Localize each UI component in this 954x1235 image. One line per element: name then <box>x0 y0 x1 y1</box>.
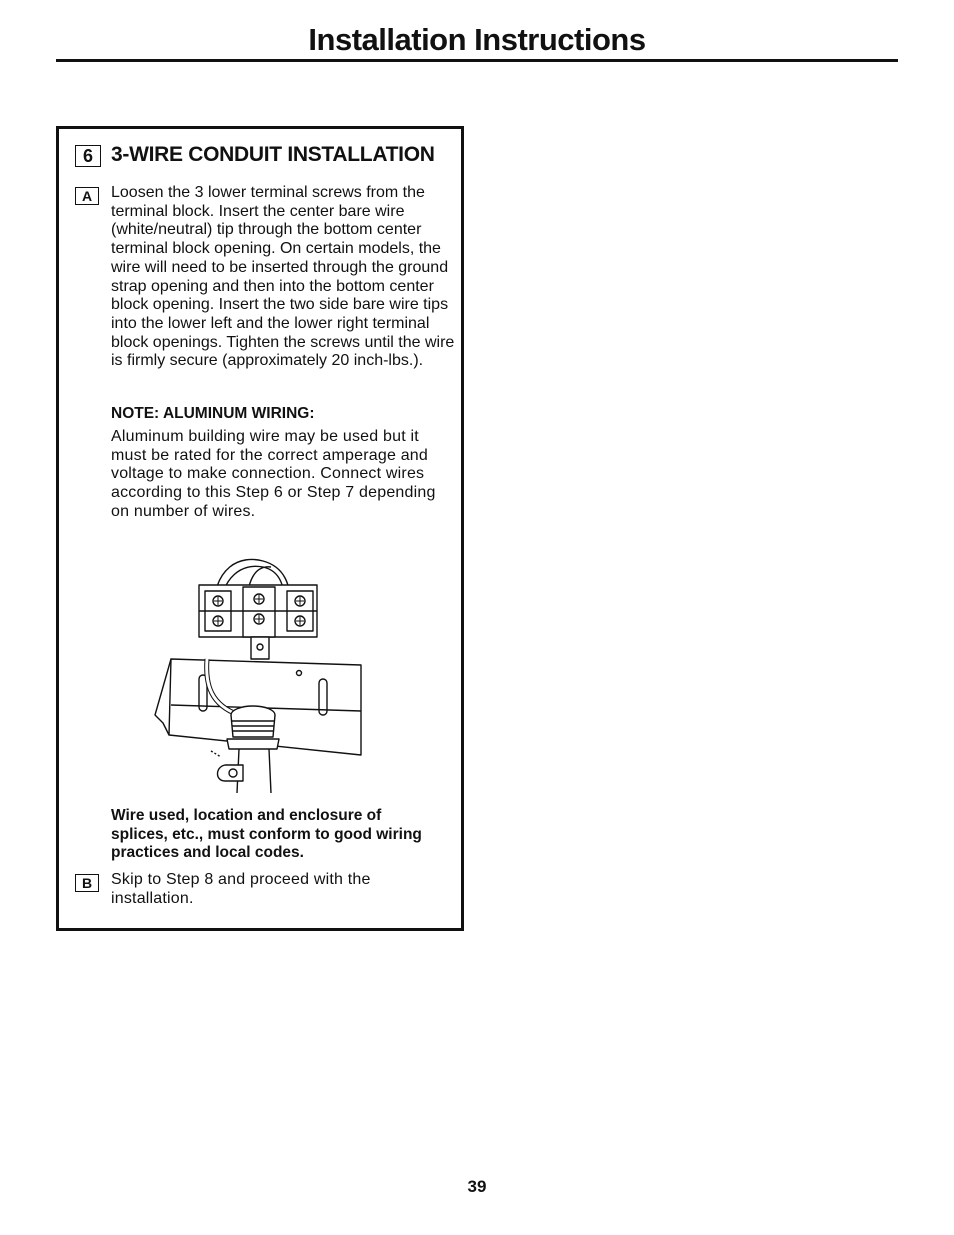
page-number: 39 <box>467 1177 487 1196</box>
wiring-code-note: Wire used, location and enclosure of splices, etc., must conform to good wiring practices and local codes. <box>111 807 422 861</box>
substep-a-badge: A <box>75 187 99 205</box>
step-heading: 3-WIRE CONDUIT INSTALLATION <box>111 143 435 166</box>
title-rule <box>56 59 898 62</box>
aluminum-note-text: Aluminum building wire may be used but it must be rated for the correct amperage and voltage to make connection. Connect wires according to this Step 6 or Step 7 depending on number of wires. <box>111 428 436 520</box>
aluminum-note-heading: NOTE: ALUMINUM WIRING: <box>111 405 315 422</box>
page-title: Installation Instructions <box>308 22 646 57</box>
step-6-box <box>56 126 464 931</box>
substep-b-badge: B <box>75 874 99 892</box>
substep-b-text: Skip to Step 8 and proceed with the installation. <box>111 871 371 907</box>
substep-a-text: Loosen the 3 lower terminal screws from the terminal block. Insert the center bare wire (white/neutral) tip through the bottom center terminal block opening. On certain models, the wire will need to be inserted through the ground strap opening and then into the bottom center block opening. Insert the two side bare wire tips into the lower left and the lower right terminal block openings. Tighten the screws until the wire is firmly secure (approximately 20 inch-lbs.). <box>111 184 455 370</box>
step-number-badge: 6 <box>75 145 101 167</box>
terminal-block-conduit-diagram <box>151 555 366 795</box>
